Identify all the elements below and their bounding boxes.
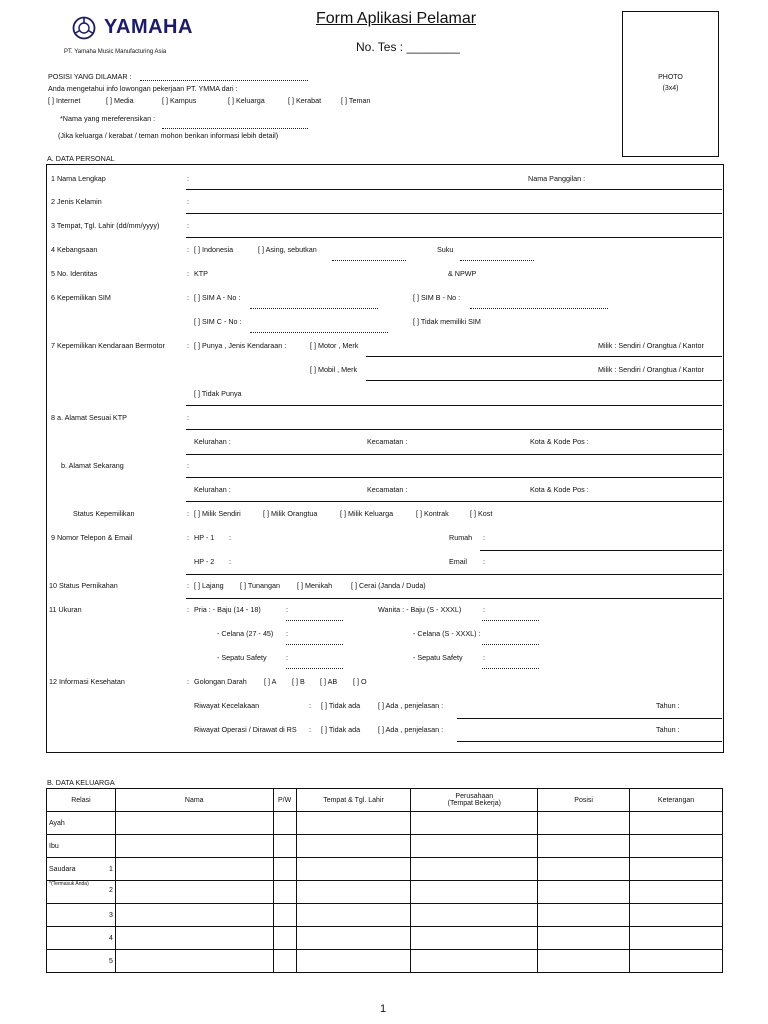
cerai-option[interactable]: [ ] Cerai (Janda / Duda)	[351, 581, 426, 590]
status-milik-orangtua[interactable]: [ ] Milik Orangtua	[263, 509, 318, 518]
relasi-cell: Ibu	[47, 835, 116, 858]
pria-sepatu-label: - Sepatu Safety	[217, 653, 267, 662]
jenis-kelamin-label: 2 Jenis Kelamin	[51, 197, 102, 206]
lajang-option[interactable]: [ ] Lajang	[194, 581, 224, 590]
operasi-label: Riwayat Operasi / Dirawat di RS	[194, 725, 297, 734]
relasi-cell: 5	[47, 950, 116, 973]
ukuran-label: 11 Ukuran	[49, 605, 82, 614]
asing-field[interactable]	[332, 260, 406, 261]
sim-b-field[interactable]	[470, 308, 608, 309]
kecelakaan-tahun: Tahun :	[656, 701, 680, 710]
tidak-punya-option[interactable]: [ ] Tidak Punya	[194, 389, 242, 398]
company-name: PT. Yamaha Music Manufacturing Asia	[64, 49, 167, 55]
sim-b-option[interactable]: [ ] SIM B - No :	[413, 293, 461, 302]
tunangan-option[interactable]: [ ] Tunangan	[240, 581, 280, 590]
telepon-label: 9 Nomor Telepon & Email	[51, 533, 133, 542]
col-keterangan: Keterangan	[630, 789, 723, 812]
wanita-sepatu-label: - Sepatu Safety	[413, 653, 463, 662]
col-relasi: Relasi	[47, 789, 116, 812]
email-label: Email	[449, 557, 467, 566]
table-row	[47, 881, 723, 904]
tempat-lahir-label: 3 Tempat, Tgl. Lahir (dd/mm/yyyy)	[51, 221, 160, 230]
no-identitas-label: 5 No. Identitas	[51, 269, 98, 278]
gol-ab-option[interactable]: [ ] AB	[320, 677, 338, 686]
ktp-kota: Kota & Kode Pos :	[530, 437, 589, 446]
kepemilikan-sim-label: 6 Kepemilikan SIM	[51, 293, 111, 302]
page-number: 1	[380, 1003, 387, 1015]
col-tempat-lahir: Tempat & Tgl. Lahir	[296, 789, 411, 812]
sim-a-field[interactable]	[250, 308, 378, 309]
family-table	[46, 788, 723, 973]
npwp-label: & NPWP	[448, 269, 477, 278]
wanita-celana-field[interactable]	[482, 644, 539, 645]
operasi-tidak-ada[interactable]: [ ] Tidak ada	[321, 725, 361, 734]
hp1-label: HP - 1	[194, 533, 215, 542]
source-kampus[interactable]: [ ] Kampus	[162, 96, 197, 105]
alamat-ktp-label: 8 a. Alamat Sesuai KTP	[51, 413, 127, 422]
wanita-baju-label: Wanita : - Baju (S - XXXL)	[378, 605, 462, 614]
no-tes-field[interactable]: No. Tes : ________	[356, 40, 460, 54]
kecelakaan-ada[interactable]: [ ] Ada , penjelasan :	[378, 701, 444, 710]
wanita-celana-label: - Celana (S - XXXL) :	[413, 629, 481, 638]
status-kost[interactable]: [ ] Kost	[470, 509, 493, 518]
ktp-kecamatan: Kecamatan :	[367, 437, 408, 446]
ktp-label: KTP	[194, 269, 208, 278]
col-nama: Nama	[115, 789, 273, 812]
table-row	[47, 927, 723, 950]
operasi-ada[interactable]: [ ] Ada , penjelasan :	[378, 725, 444, 734]
menikah-option[interactable]: [ ] Menikah	[297, 581, 333, 590]
table-row	[47, 858, 723, 881]
wanita-sepatu-field[interactable]	[482, 668, 539, 669]
relasi-cell: 4	[47, 927, 116, 950]
suku-label: Suku	[437, 245, 454, 254]
table-row	[47, 835, 723, 858]
sekarang-kelurahan: Kelurahan :	[194, 485, 231, 494]
mobil-option[interactable]: [ ] Mobil , Merk	[310, 365, 358, 374]
sekarang-kota: Kota & Kode Pos :	[530, 485, 589, 494]
suku-field[interactable]	[460, 260, 534, 261]
kebangsaan-indonesia[interactable]: [ ] Indonesia	[194, 245, 234, 254]
col-posisi: Posisi	[538, 789, 630, 812]
sim-a-option[interactable]: [ ] SIM A - No :	[194, 293, 241, 302]
rumah-label: Rumah	[449, 533, 473, 542]
nama-lengkap-label: 1 Nama Lengkap	[51, 174, 106, 183]
status-kepemilikan-label: Status Kepemilikan	[73, 509, 135, 518]
referensi-field[interactable]	[162, 128, 308, 129]
pria-baju-label: Pria : - Baju (14 - 18)	[194, 605, 261, 614]
kebangsaan-asing[interactable]: [ ] Asing, sebutkan	[258, 245, 317, 254]
status-milik-keluarga[interactable]: [ ] Milik Keluarga	[340, 509, 394, 518]
kebangsaan-label: 4 Kebangsaan	[51, 245, 98, 254]
posisi-label: POSISI YANG DILAMAR :	[48, 72, 132, 81]
section-b-title: B. DATA KELUARGA	[47, 778, 115, 787]
brand-name: YAMAHA	[104, 16, 193, 38]
operasi-tahun: Tahun :	[656, 725, 680, 734]
tuning-fork-logo-icon	[72, 16, 96, 40]
photo-size: (3x4)	[662, 85, 679, 92]
pria-celana-label: - Celana (27 - 45)	[217, 629, 274, 638]
gol-b-option[interactable]: [ ] B	[292, 677, 305, 686]
alamat-sekarang-label: b. Alamat Sekarang	[61, 461, 124, 470]
sim-c-field[interactable]	[250, 332, 388, 333]
source-kerabat[interactable]: [ ] Kerabat	[288, 96, 322, 105]
status-kontrak[interactable]: [ ] Kontrak	[416, 509, 449, 518]
gol-a-option[interactable]: [ ] A	[264, 677, 277, 686]
status-milik-sendiri[interactable]: [ ] Milik Sendiri	[194, 509, 241, 518]
photo-label: PHOTO	[658, 74, 683, 81]
table-row	[47, 950, 723, 973]
photo-box[interactable]	[622, 11, 719, 157]
mobil-milik: Milik : Sendiri / Orangtua / Kantor	[598, 365, 704, 374]
motor-option[interactable]: [ ] Motor , Merk	[310, 341, 359, 350]
kendaraan-label: 7 Kepemilikan Kendaraan Bermotor	[51, 341, 165, 350]
referensi-label: *Nama yang mereferensikan :	[60, 114, 156, 123]
posisi-field[interactable]	[140, 80, 308, 81]
personal-data-box	[46, 164, 724, 753]
kecelakaan-tidak-ada[interactable]: [ ] Tidak ada	[321, 701, 361, 710]
nama-panggilan-label: Nama Panggilan :	[528, 174, 586, 183]
status-pernikahan-label: 10 Status Pernikahan	[49, 581, 118, 590]
kesehatan-label: 12 Informasi Kesehatan	[49, 677, 125, 686]
golongan-darah-label: Golongan Darah	[194, 677, 247, 686]
pria-celana-field[interactable]	[286, 644, 343, 645]
sekarang-kecamatan: Kecamatan :	[367, 485, 408, 494]
company-logo	[60, 10, 211, 46]
source-internet[interactable]: [ ] Internet	[48, 96, 81, 105]
hp2-label: HP - 2	[194, 557, 215, 566]
relasi-cell: Saudara 1	[47, 858, 116, 881]
wanita-baju-field[interactable]	[482, 620, 539, 621]
gol-o-option[interactable]: [ ] O	[353, 677, 367, 686]
relasi-cell: *(Termasuk Anda) 2	[47, 881, 116, 904]
table-row	[47, 904, 723, 927]
source-keluarga[interactable]: [ ] Keluarga	[228, 96, 265, 105]
pria-baju-field[interactable]	[286, 620, 343, 621]
info-label: Anda mengetahui info lowongan pekerjaan PT. YMMA dari :	[48, 84, 238, 93]
relasi-cell: Ayah	[47, 812, 116, 835]
col-pw: P/W	[273, 789, 296, 812]
section-a-title: A. DATA PERSONAL	[47, 154, 115, 163]
source-teman[interactable]: [ ] Teman	[341, 96, 371, 105]
pria-sepatu-field[interactable]	[286, 668, 343, 669]
col-perusahaan: Perusahaan (Tempat Bekerja)	[411, 789, 538, 812]
source-media[interactable]: [ ] Media	[106, 96, 134, 105]
relasi-cell: 3	[47, 904, 116, 927]
ktp-kelurahan: Kelurahan :	[194, 437, 231, 446]
sim-c-option[interactable]: [ ] SIM C - No :	[194, 317, 242, 326]
kecelakaan-label: Riwayat Kecelakaan	[194, 701, 260, 710]
punya-kendaraan-option[interactable]: [ ] Punya , Jenis Kendaraan :	[194, 341, 287, 350]
form-title: Form Aplikasi Pelamar	[316, 10, 477, 27]
referensi-note: (Jika keluarga / kerabat / teman mohon berikan informasi lebih detail)	[58, 131, 279, 140]
table-row	[47, 812, 723, 835]
no-sim-option[interactable]: [ ] Tidak memiliki SIM	[413, 317, 481, 326]
motor-milik: Milik : Sendiri / Orangtua / Kantor	[598, 341, 704, 350]
